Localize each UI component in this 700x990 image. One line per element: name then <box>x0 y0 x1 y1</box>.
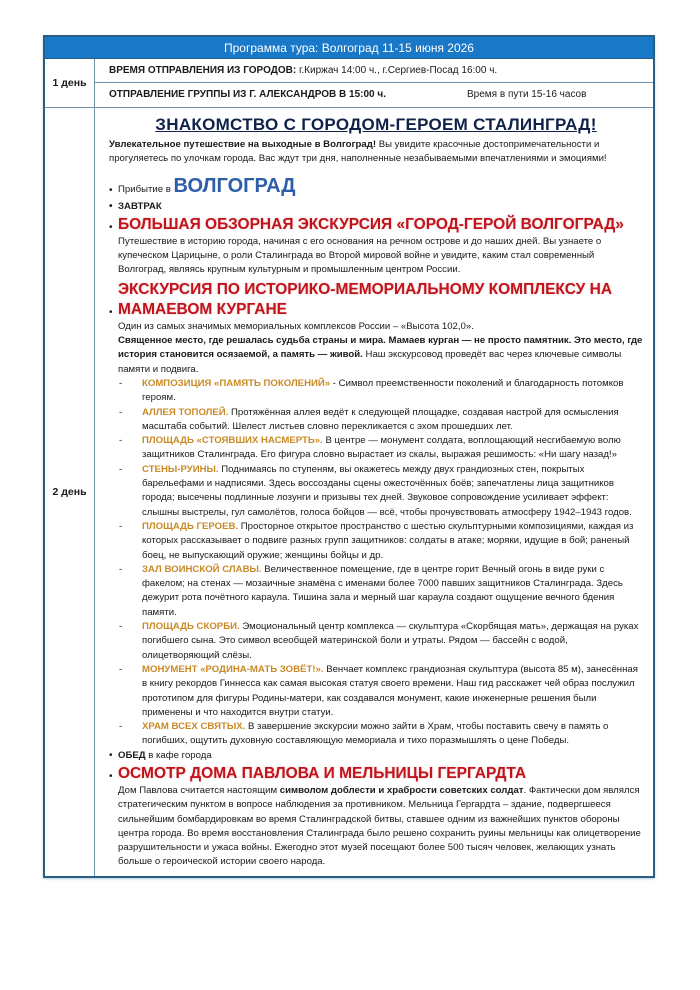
item-text: Просторное открытое пространство с шестью скульптурными композициями, каждая из которых рассказывает о подвиге разных групп защитников: солдаты в атаке; моряки, идущие в бой; раненый боец, не выпускающий оружие; женщины бойцы и др. <box>142 520 634 561</box>
day2-row <box>45 108 653 876</box>
item-text: - Символ преемственности поколений и благодарность потомков героям. <box>142 377 624 404</box>
item-title: МОНУМЕНТ «РОДИНА-МАТЬ ЗОВЁТ!». <box>142 663 324 675</box>
item-text: В завершение экскурсии можно зайти в Храм, чтобы поставить свечу в память о погибших, ощутить духовную составляющую мемориала и тихо поразмышлять о цене Победы. <box>142 721 609 747</box>
item-text: В центре — монумент солдата, воплощающий несгибаемую волю защитников Сталинграда. Его фигура словно вырастает из скалы, выражая решимость: «Ни шагу назад!» <box>142 435 621 461</box>
list-item <box>109 663 643 720</box>
excursion3-text-a: Дом Павлова считается настоящим <box>118 784 280 796</box>
arrival-city: ВОЛГОГРАД <box>173 174 296 197</box>
group-departure-label: ОТПРАВЛЕНИЕ ГРУППЫ ИЗ Г. АЛЕКСАНДРОВ В 15:00 ч. <box>109 89 386 100</box>
excursion1-heading <box>109 215 643 235</box>
excursion3-heading <box>109 764 643 784</box>
program-header: Программа тура: Волгоград 11-15 июня 2026 <box>45 37 653 59</box>
item-text: Протяжённая аллея ведёт к следующей площадке, создавая настрой для осмысления масштаба событий. Шелест листьев словно перекликается с эхом прошедших лет. <box>142 406 619 432</box>
intro-text: Вы увидите красочные достопримечательности и прогуляетесь по улочкам города. Вас ждут три дня, наполненные незабываемыми впечатлениями и эмоциями! <box>109 139 607 165</box>
dash-marker: - <box>119 406 123 418</box>
list-item <box>109 520 643 563</box>
excursion3-text <box>109 784 643 870</box>
item-title: СТЕНЫ-РУИНЫ. <box>142 463 219 475</box>
list-item <box>109 563 643 620</box>
dash-marker: - <box>119 463 123 475</box>
travel-time: Время в пути 15-16 часов <box>467 89 587 100</box>
departure-times-line <box>95 59 653 83</box>
item-text: Поднимаясь по ступеням, вы окажетесь между двух грандиозных стен, покрытых барельефами и надписями. Здесь воссозданы сцены ожесточённых боёв; запечатлены лица защитников города; высечены подлинные лозунги и призывы тех дней. Звуковое сопровождение усиливает эффект: слышны выстрелы, гул самолётов, голоса бойцов — всё, чтобы прочувствовать атмосферу 1942–1943 годов. <box>142 463 632 518</box>
excursion2-paragraph <box>109 334 643 377</box>
list-item <box>109 620 643 663</box>
dash-marker: - <box>119 520 123 532</box>
list-item <box>109 434 643 463</box>
dash-marker: - <box>119 377 123 389</box>
lunch-text: в кафе города <box>145 749 212 761</box>
item-title: ПЛОЩАДЬ ГЕРОЕВ. <box>142 520 239 532</box>
tour-program-table <box>43 35 655 878</box>
item-title: КОМПОЗИЦИЯ «ПАМЯТЬ ПОКОЛЕНИЙ» <box>142 377 331 389</box>
excursion2-title: ЭКСКУРСИЯ ПО ИСТОРИКО-МЕМОРИАЛЬНОМУ КОМПЛЕКСУ НА МАМАЕВОМ КУРГАНЕ <box>118 280 613 318</box>
item-title: ЗАЛ ВОИНСКОЙ СЛАВЫ. <box>142 563 262 575</box>
excursion2-bold: Священное место, где решалась судьба страны и мира. Мамаев курган — не просто памятник. Это место, где история становится осязаемой, а память — живой. <box>118 335 643 361</box>
arrival-prefix: Прибытие в <box>118 183 174 195</box>
main-title: ЗНАКОМСТВО С ГОРОДОМ-ГЕРОЕМ СТАЛИНГРАД! <box>155 115 597 134</box>
excursion3-text-b: . Фактически дом являлся стратегическим пунктом в вопросе наблюдения за противником. Мельница Гергардта – здание, подвергшееся сильнейшим бомбардировкам во время Сталинградской битвы, ставшее одним из важнейших пунктов обороны центра города. Во время восстановления Сталинграда было решено сохранить руины мельницы как олицетворение разрушительности и ужаса войны. Ежегодно этот музей посещают более 500 тысяч человек, желающих узнать больше о героической истории своего народа. <box>118 784 641 868</box>
lunch-bold: ОБЕД <box>118 749 146 761</box>
excursion3-bold: символом доблести и храбрости советских солдат <box>279 784 524 796</box>
day1-label: 1 день <box>45 59 95 107</box>
day1-row <box>45 59 653 108</box>
item-title: ПЛОЩАДЬ «СТОЯВШИХ НАСМЕРТЬ». <box>142 435 323 447</box>
departure-times-value: г.Киржач 14:00 ч., г.Сергиев-Посад 16:00 ч. <box>296 65 498 76</box>
lunch-item <box>109 749 643 763</box>
dash-marker: - <box>119 435 123 447</box>
day2-label: 2 день <box>45 108 95 876</box>
excursion1-title: БОЛЬШАЯ ОБЗОРНАЯ ЭКСКУРСИЯ «ГОРОД-ГЕРОЙ ВОЛГОГРАД» <box>118 215 624 233</box>
list-item <box>109 377 643 406</box>
item-title: ПЛОЩАДЬ СКОРБИ. <box>142 621 240 633</box>
memorial-stops-list <box>109 377 643 749</box>
excursion2-text: Наш экскурсовод проведёт вас через ключевые символы памяти и подвига. <box>118 349 622 375</box>
breakfast-item: • ЗАВТРАК <box>109 200 643 214</box>
day1-content <box>95 59 653 107</box>
item-title: ХРАМ ВСЕХ СВЯТЫХ. <box>142 721 246 733</box>
departure-times-label: ВРЕМЯ ОТПРАВЛЕНИЯ ИЗ ГОРОДОВ: <box>109 65 297 76</box>
list-item <box>109 463 643 520</box>
item-title: АЛЛЕЯ ТОПОЛЕЙ. <box>142 406 229 418</box>
dash-marker: - <box>119 721 123 733</box>
day2-content <box>95 108 653 876</box>
intro-bold: Увлекательное путешествие на выходные в Волгоград! <box>109 139 377 150</box>
excursion2-heading <box>109 280 643 320</box>
list-item <box>109 720 643 749</box>
dash-marker: - <box>119 563 123 575</box>
list-item <box>109 406 643 435</box>
excursion1-text: Путешествие в историю города, начиная с его основания на речном острове и до наших дней. Вы узнаете о купеческом Царицыне, о роли Сталинграда во Второй мировой войне и увидите, каким стал современный Волгоград, являясь крупным культурным и промышленным центром России. <box>118 235 602 276</box>
item-text: Величественное помещение, где в центре горит Вечный огонь в виде руки с факелом; на стенах — мозаичные знамёна с именами более 7000 павших защитников Сталинграда. Здесь дежурит рота почётного караула. Тишина зала и мерный шаг караула создают ощущение вечного бдения памяти. <box>142 563 623 618</box>
excursion2-line1: Один из самых значимых мемориальных комплексов России – «Высота 102,0». <box>118 320 474 332</box>
item-text: Венчает комплекс грандиозная скульптура (высота 85 м), занесённая в книгу рекордов Гиннесса как самая высокая статуя своего времени. Наш гид расскажет чей образ послужил прототипом для фигуры Родины-матери, как создавался монумент, какие инженерные решения были применены и что находится внутри статуи. <box>142 663 638 718</box>
dash-marker: - <box>119 621 123 633</box>
excursion3-title: ОСМОТР ДОМА ПАВЛОВА И МЕЛЬНИЦЫ ГЕРГАРДТА <box>118 764 527 782</box>
group-departure-line <box>95 83 653 107</box>
intro-paragraph <box>109 138 643 167</box>
arrival-item <box>109 174 643 198</box>
item-text: Эмоциональный центр комплекса — скульптура «Скорбящая мать», держащая на руках погибшего сына. Это символ всеобщей материнской боли и утраты. Рядом — бассейн с водой, олицетворяющий слёзы. <box>142 621 639 661</box>
dash-marker: - <box>119 663 123 675</box>
